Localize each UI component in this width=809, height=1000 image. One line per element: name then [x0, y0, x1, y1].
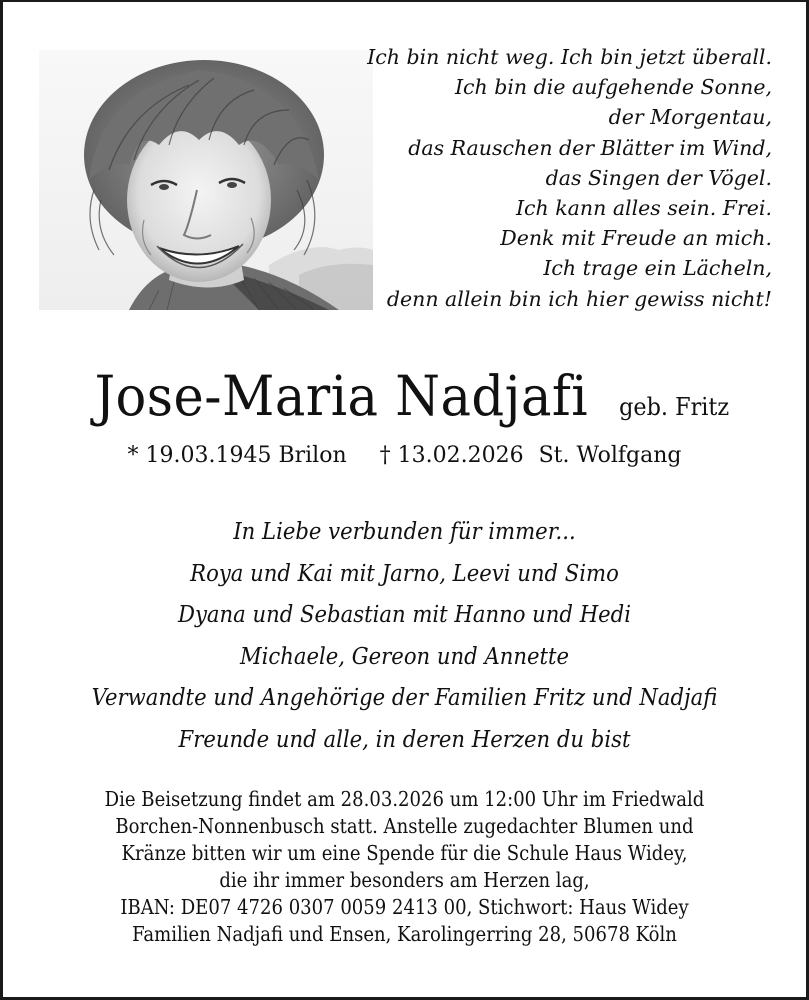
info-line: Kränze bitten wir um eine Spende für die Schule Haus Widey, — [121, 841, 688, 865]
maiden-name: geb. Fritz — [618, 393, 729, 421]
mourners-line: In Liebe verbunden für immer... — [233, 519, 576, 545]
deceased-name: Jose-Maria Nadjafi — [94, 364, 589, 428]
birth-place: Brilon — [278, 443, 347, 468]
death-place: St. Wolfgang — [538, 443, 682, 468]
iban-line: IBAN: DE07 4726 0307 0059 2413 00, Stichwort: Haus Widey — [120, 895, 689, 919]
poem-line: das Singen der Vögel. — [545, 165, 772, 190]
poem-line: Ich kann alles sein. Frei. — [515, 196, 772, 221]
address-line: Familien Nadjafi und Ensen, Karolingerring 28, 50678 Köln — [132, 922, 677, 946]
poem-line: das Rauschen der Blätter im Wind, — [408, 135, 772, 160]
poem-line: Ich trage ein Lächeln, — [543, 256, 772, 281]
poem-line: Denk mit Freude an mich. — [500, 226, 772, 251]
death-date: 13.02.2026 — [397, 443, 524, 468]
deceased-name-heading — [3, 364, 806, 428]
birth-symbol: * — [127, 443, 139, 468]
info-line: Borchen-Nonnenbusch statt. Anstelle zugedachter Blumen und — [115, 814, 694, 838]
poem-line: Ich bin die aufgehende Sonne, — [454, 75, 772, 100]
birth-date: 19.03.1945 — [145, 443, 272, 468]
mourners-line: Freunde und alle, in deren Herzen du bist — [178, 726, 631, 753]
mourners-line: Roya und Kai mit Jarno, Leevi und Simo — [190, 560, 619, 587]
portrait-sketch-icon — [39, 50, 373, 310]
poem-line: Ich bin nicht weg. Ich bin jetzt überall. — [367, 45, 772, 69]
poem-line: der Morgentau, — [608, 105, 772, 130]
mourners-list — [3, 512, 806, 761]
memorial-poem — [332, 42, 772, 314]
mourners-line: Dyana und Sebastian mit Hanno und Hedi — [178, 602, 631, 628]
mourners-line: Michaele, Gereon und Annette — [239, 643, 570, 670]
death-symbol: † — [379, 443, 391, 468]
info-line: Die Beisetzung findet am 28.03.2026 um 12:00 Uhr im Friedwald — [104, 787, 705, 811]
portrait-image — [39, 50, 373, 310]
funeral-info — [3, 786, 806, 948]
poem-line: denn allein bin ich hier gewiss nicht! — [386, 286, 772, 311]
life-dates — [3, 443, 806, 468]
mourners-line: Verwandte und Angehörige der Familien Fritz und Nadjafi — [91, 685, 718, 711]
info-line: die ihr immer besonders am Herzen lag, — [219, 868, 590, 892]
